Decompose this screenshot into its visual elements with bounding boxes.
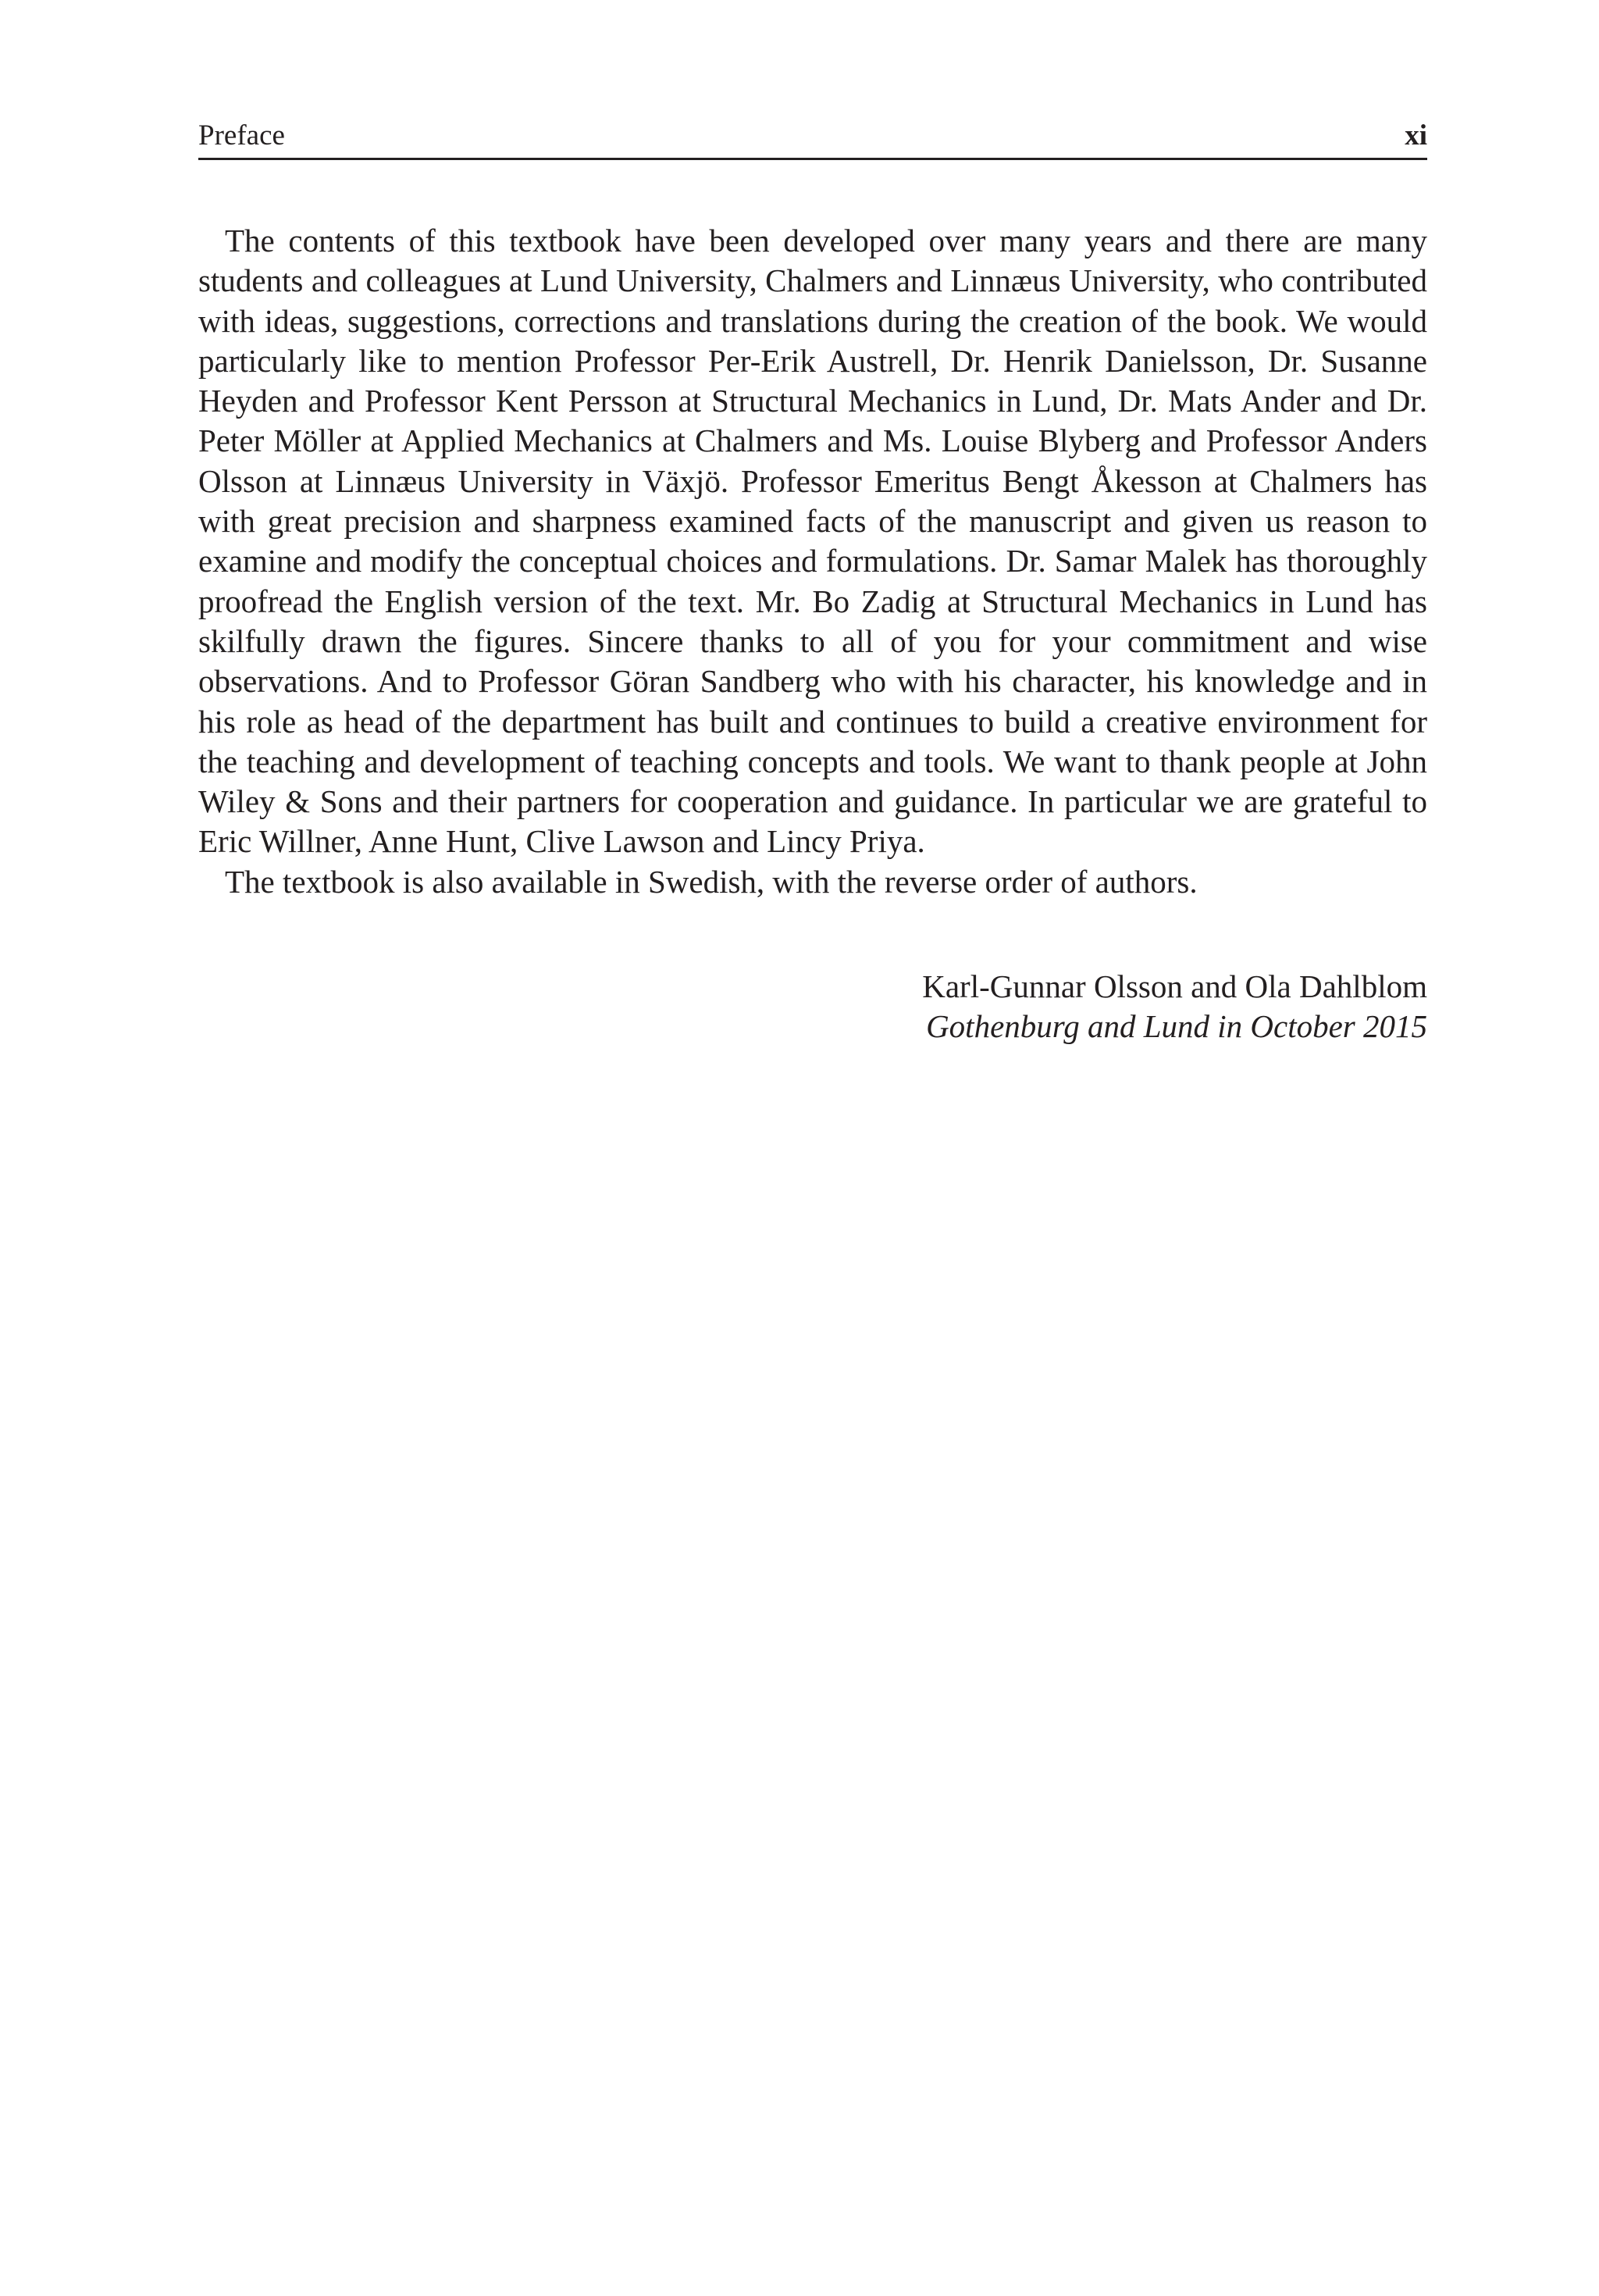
signature-authors: Karl-Gunnar Olsson and Ola Dahlblom <box>922 968 1427 1004</box>
paragraph-acknowledgements: The contents of this textbook have been developed over many years and there are many students and colleagues at Lund University, Chalmers and Linnæus University, who contributed with ideas, suggestions, corrections and translations during the creation of the book. We would particularly like to mention Professor Per-Erik Austrell, Dr. Henrik Danielsson, Dr. Susanne Heyden and Professor Kent Persson at Structural Mechanics in Lund, Dr. Mats Ander and Dr. Peter Möller at Applied Mechanics at Chalmers and Ms. Louise Blyberg and Professor Anders Olsson at Linnæus University in Växjö. Professor Emeritus Bengt Åkesson at Chalmers has with great precision and sharpness examined facts of the manuscript and given us reason to examine and modify the conceptual choices and formulations. Dr. Samar Malek has thoroughly proofread the English version of the text. Mr. Bo Zadig at Structural Mechanics in Lund has skilfully drawn the figures. Sincere thanks to all of you for your commitment and wise observations. And to Professor Göran Sandberg who with his character, his knowledge and in his role as head of the department has built and continues to build a creative environment for the teaching and development of teaching concepts and tools. We want to thank people at John Wiley & Sons and their partners for cooperation and guidance. In particular we are grateful to Eric Willner, Anne Hunt, Clive Lawson and Lincy Priya. <box>198 223 1427 860</box>
running-head <box>198 117 1427 160</box>
signature-block <box>198 967 1427 1047</box>
preface-body <box>198 221 1427 902</box>
signature-place-date: Gothenburg and Lund in October 2015 <box>926 1008 1427 1045</box>
running-head-title: Preface <box>198 119 285 152</box>
page-number: xi <box>1405 119 1427 152</box>
paragraph-swedish-edition: The textbook is also available in Swedish, with the reverse order of authors. <box>225 863 1198 900</box>
